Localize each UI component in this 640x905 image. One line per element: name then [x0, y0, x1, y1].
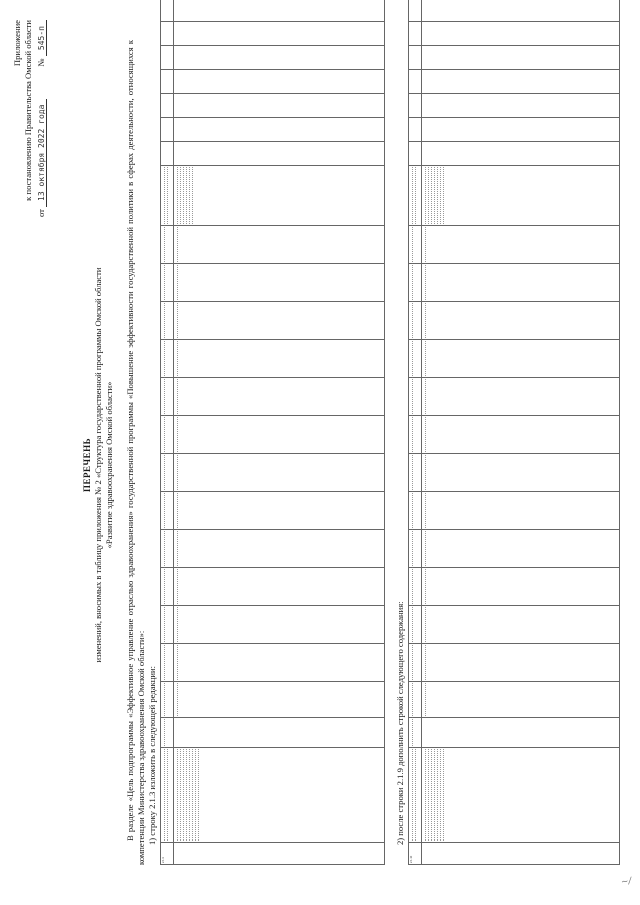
table-cell [161, 606, 174, 644]
table-cell [174, 718, 385, 748]
table-cell [422, 302, 620, 340]
table-cell [409, 748, 422, 843]
table-cell [422, 226, 620, 264]
table-cell [161, 94, 174, 118]
table-cell [174, 530, 385, 568]
date-prefix: от [36, 209, 46, 218]
table-cell [409, 166, 422, 226]
table-cell [161, 46, 174, 70]
table-cell [422, 70, 620, 94]
table-cell [161, 264, 174, 302]
table-cell [409, 0, 422, 22]
table-cell [174, 166, 385, 226]
table-cell [161, 0, 174, 22]
approval-header [12, 20, 47, 300]
table-cell [161, 118, 174, 142]
table-cell [174, 568, 385, 606]
table-cell [174, 378, 385, 416]
table-cell [409, 718, 422, 748]
table-cell [422, 843, 620, 865]
change-item-1: 1) строку 2.1.3 изложить в следующей редакции: [147, 666, 157, 845]
table-cell [422, 530, 620, 568]
table-cell [409, 530, 422, 568]
table-cell [174, 46, 385, 70]
table-row [409, 0, 422, 865]
signature-mark: ~/ [620, 876, 633, 888]
table-cell [409, 492, 422, 530]
table-cell [409, 264, 422, 302]
table-cell [409, 118, 422, 142]
table-cell [161, 226, 174, 264]
table-row [174, 0, 385, 865]
number-label: № [36, 58, 46, 67]
table-cell [161, 166, 174, 226]
table-cell [409, 226, 422, 264]
table-cell [409, 378, 422, 416]
table-cell [422, 454, 620, 492]
table-cell [409, 682, 422, 718]
table-cell [174, 748, 385, 843]
table-cell [161, 568, 174, 606]
document-title [82, 145, 115, 785]
table-cell [422, 644, 620, 682]
appendix-label: Приложение [12, 20, 22, 67]
table-row [161, 0, 174, 865]
table-cell [174, 22, 385, 46]
table-cell [409, 416, 422, 454]
row-number: 2.1.3 [161, 843, 174, 865]
table-cell [422, 118, 620, 142]
resolution-date-line [36, 20, 47, 300]
table-cell [161, 302, 174, 340]
table-cell [161, 22, 174, 46]
table-cell [174, 454, 385, 492]
table-cell [174, 606, 385, 644]
table-cell [422, 682, 620, 718]
table-cell [422, 748, 620, 843]
table-cell [422, 46, 620, 70]
resolution-number: 545-п [37, 20, 47, 56]
changes-table-2 [408, 0, 620, 865]
title-line-2: «Развитие здравоохранения Омской области» [104, 381, 114, 549]
table-cell [161, 378, 174, 416]
table-cell [422, 606, 620, 644]
table-cell [174, 142, 385, 166]
table-cell [422, 94, 620, 118]
table-cell [174, 644, 385, 682]
table-cell [409, 94, 422, 118]
table-cell [161, 454, 174, 492]
table-cell [174, 416, 385, 454]
resolution-date: 13 октября 2022 года [37, 99, 47, 207]
table-cell [409, 568, 422, 606]
table-cell [161, 748, 174, 843]
table-cell [161, 718, 174, 748]
table-cell [409, 302, 422, 340]
table-row [422, 0, 620, 865]
table-cell [161, 142, 174, 166]
changes-table-1 [160, 0, 385, 865]
table-cell [409, 70, 422, 94]
table-cell [409, 644, 422, 682]
title-line-1: изменений, вносимых в таблицу приложения № 2 «Структура государственной программы Омской области [93, 267, 103, 663]
table-cell [409, 340, 422, 378]
table-cell [174, 226, 385, 264]
table-cell [422, 718, 620, 748]
table-cell [174, 492, 385, 530]
title-main: ПЕРЕЧЕНЬ [82, 437, 92, 493]
table-cell [161, 492, 174, 530]
table-cell [174, 118, 385, 142]
table-cell [174, 682, 385, 718]
table-cell [174, 843, 385, 865]
table-cell [422, 0, 620, 22]
table-cell [409, 22, 422, 46]
table-cell [409, 46, 422, 70]
table-cell [422, 22, 620, 46]
table-cell [409, 142, 422, 166]
table-cell [161, 340, 174, 378]
table-cell [174, 264, 385, 302]
table-cell [161, 644, 174, 682]
table-cell [174, 340, 385, 378]
table-cell [422, 378, 620, 416]
table-cell [174, 0, 385, 22]
resolution-label: к постановлению Правительства Омской области [23, 20, 33, 201]
table-cell [161, 416, 174, 454]
table-cell [174, 302, 385, 340]
table-cell [422, 340, 620, 378]
table-cell [409, 454, 422, 492]
change-item-2: 2) после строки 2.1.9 дополнить строкой следующего содержания: [395, 601, 405, 845]
table-cell [174, 70, 385, 94]
table-cell [422, 416, 620, 454]
table-cell [422, 166, 620, 226]
table-cell [422, 568, 620, 606]
table-cell [161, 70, 174, 94]
table-cell [161, 682, 174, 718]
intro-paragraph: В разделе «Цель подпрограммы «Эффективное управление отраслью здравоохранения» государственной программы «Повышение эффективности государственной политики в сферах деятельности, относящихся к компетенции Министерства здравоохранения Омской области»: [125, 40, 146, 865]
table-cell [422, 264, 620, 302]
table-cell [422, 142, 620, 166]
row-number: 2.1.10 [409, 843, 422, 865]
table-cell [174, 94, 385, 118]
table-cell [422, 492, 620, 530]
table-cell [409, 606, 422, 644]
table-cell [161, 530, 174, 568]
